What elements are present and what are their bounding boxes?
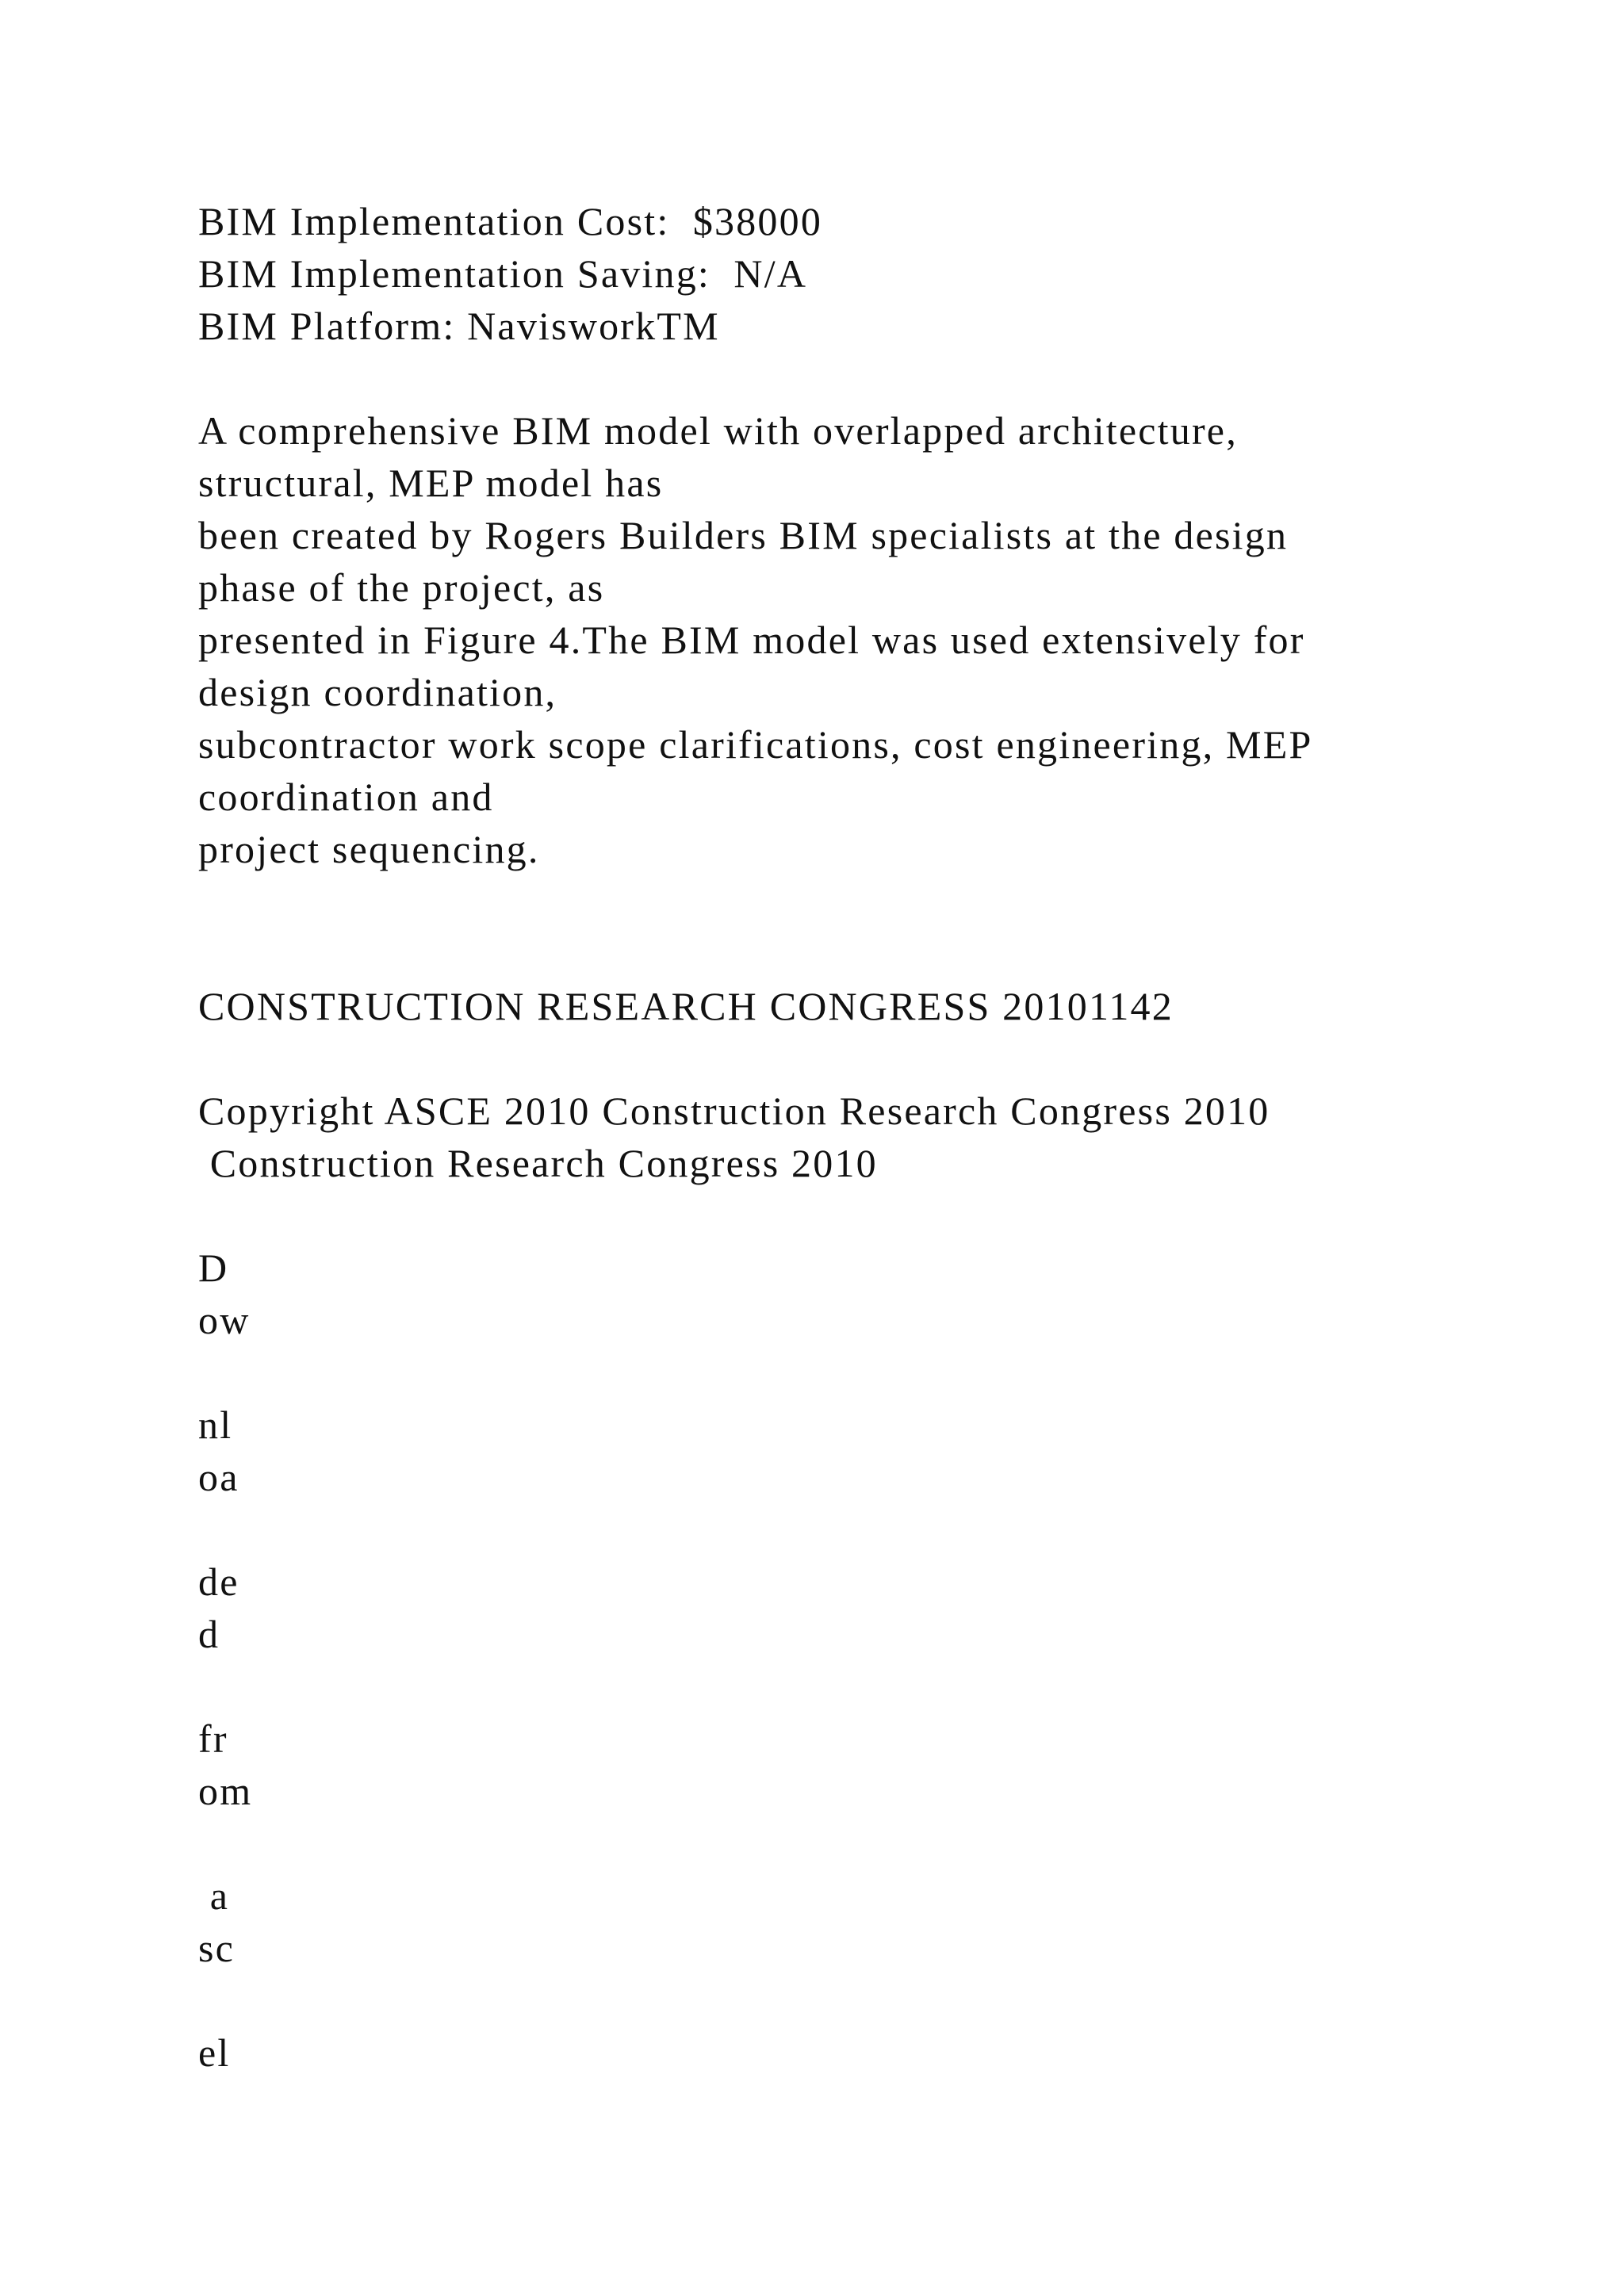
fragment-line: el (198, 2030, 231, 2075)
fragment-line: om (198, 1769, 253, 1813)
paragraph-spacer (198, 352, 1562, 404)
document-text (198, 195, 1562, 2079)
fragment-spacer (198, 1817, 1562, 1869)
paragraph-line: coordination and (198, 775, 494, 819)
fragment-line: d (198, 1612, 220, 1656)
fragment-spacer (198, 1346, 1562, 1399)
paragraph-line: structural, MEP model has (198, 461, 664, 505)
bim-platform-line: BIM Platform: NavisworkTM (198, 304, 720, 348)
implementation-cost-line: BIM Implementation Cost: $38000 (198, 199, 823, 243)
copyright-line: Copyright ASCE 2010 Construction Research Congress 2010 (198, 1089, 1270, 1133)
paragraph-line: design coordination, (198, 670, 557, 714)
implementation-saving-line: BIM Implementation Saving: N/A (198, 251, 808, 296)
paragraph-line: project sequencing. (198, 827, 540, 871)
fragment-spacer (198, 1189, 1562, 1242)
fragment-line: D (198, 1246, 229, 1290)
fragment-spacer (198, 1660, 1562, 1712)
fragment-line: de (198, 1559, 239, 1604)
paragraph-line: A comprehensive BIM model with overlapped architecture, (198, 408, 1238, 453)
fragment-line: ow (198, 1298, 251, 1342)
fragment-line: nl (198, 1402, 233, 1447)
fragment-line: oa (198, 1455, 239, 1499)
paragraph-line: subcontractor work scope clarifications, cost engineering, MEP (198, 722, 1313, 767)
paragraph-line: been created by Rogers Builders BIM specialists at the design (198, 513, 1289, 557)
fragment-line: fr (198, 1716, 228, 1761)
fragment-spacer (198, 1974, 1562, 2026)
conference-header-line: CONSTRUCTION RESEARCH CONGRESS 20101142 (198, 984, 1174, 1028)
fragment-line: sc (198, 1926, 236, 1970)
copyright-line: Construction Research Congress 2010 (198, 1141, 878, 1185)
section-spacer (198, 1032, 1562, 1085)
fragment-line: a (198, 1873, 230, 1918)
paragraph-line: presented in Figure 4.The BIM model was used extensively for (198, 618, 1305, 662)
section-spacer (198, 875, 1562, 980)
fragment-spacer (198, 1503, 1562, 1556)
paragraph-line: phase of the project, as (198, 565, 605, 610)
